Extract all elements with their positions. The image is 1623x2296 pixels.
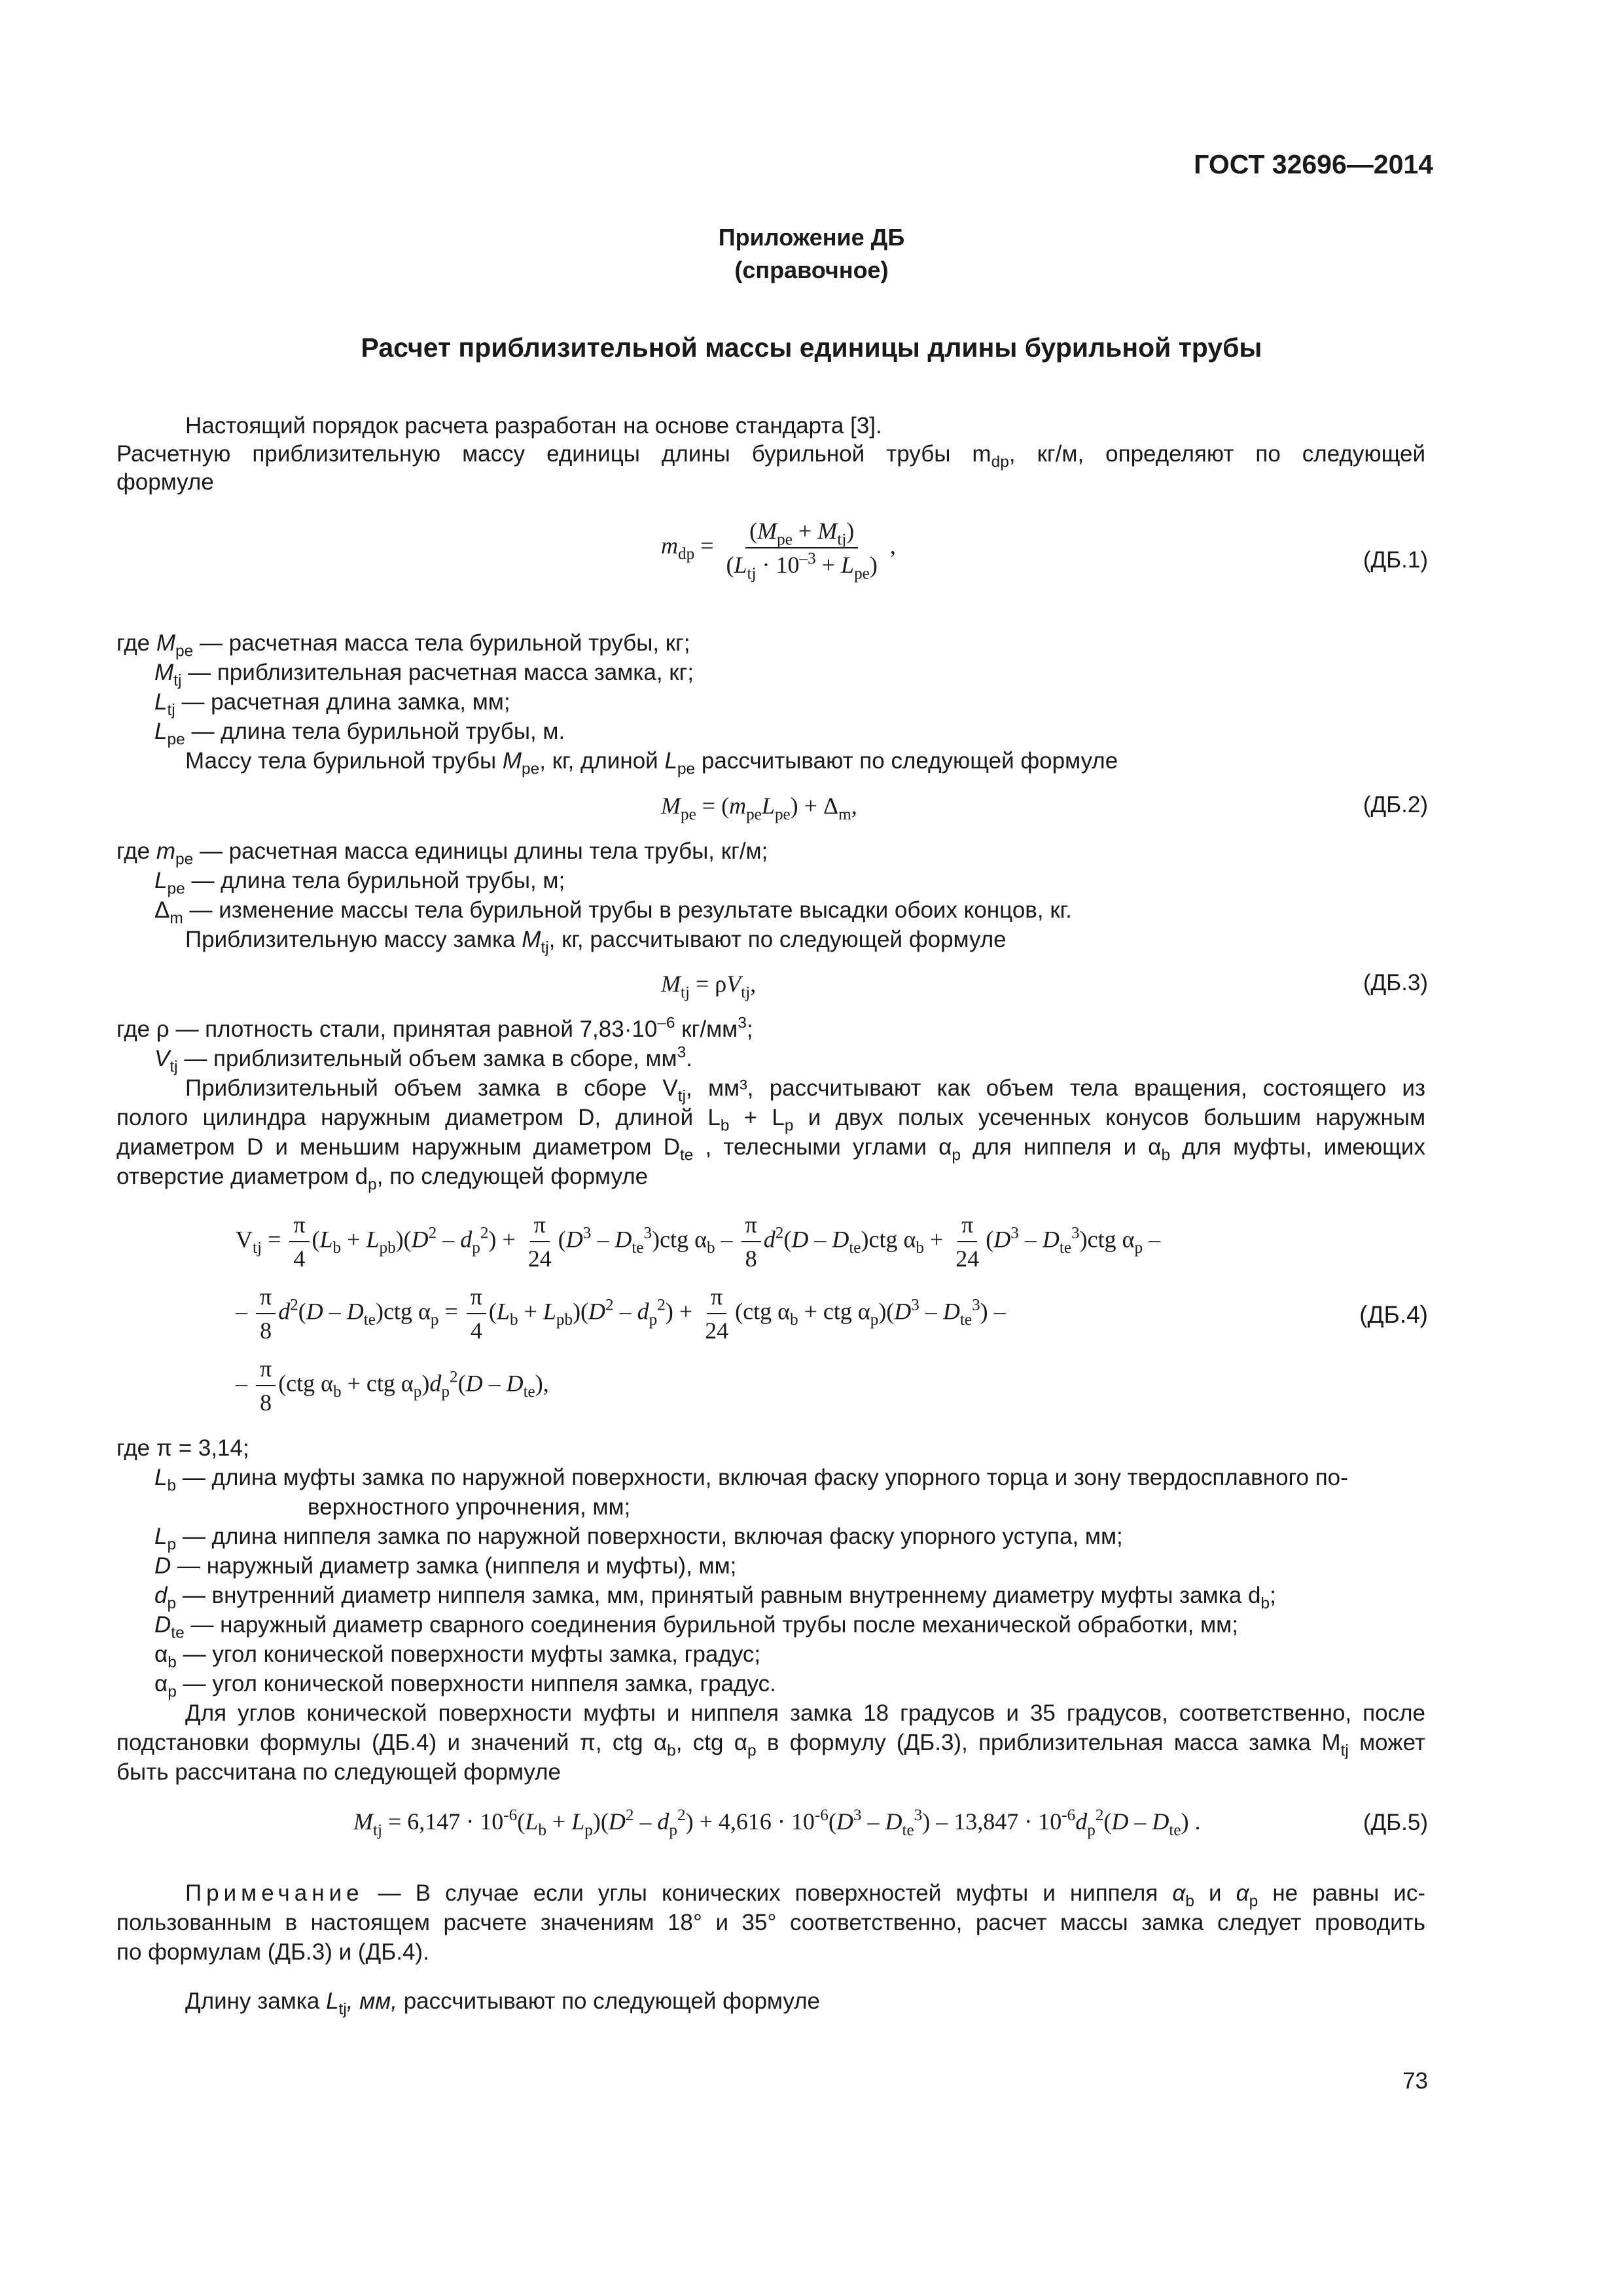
definition-line: $\alpha_p$ — угол конической поверхности ниппеля замка, градус. [154,1671,776,1701]
section-title: Расчет приблизительной массы единицы длины бурильной трубы [361,332,1262,363]
definition-line: $\Delta_m$ — изменение массы тела бурильной трубы в результате высадки обоих концов, кг. [154,897,1072,927]
note-paragraph: Примечание — В случае если углы конических поверхностей муфты и ниппеля $\alpha_b$ и $\alpha_p$ не равны ис- [185,1880,1426,1910]
paragraph: Настоящий порядок расчета разработан на основе стандарта [3]. [185,413,882,439]
definition-line: где π = 3,14; [116,1435,249,1461]
paragraph: формуле [116,469,214,495]
equation-db4-line1: $V_{tj}$ = $\frac{\pi}{4}$ $(L_b + L_{pb})(D^2 - d_p^2)$ + $\frac{\pi}{24}$ $(D^3 - D_{te}^3)ctg$ $\alpha_b$ – $\frac{\pi}{8}$ $d^2(D - D_{te})ctg$ $\alpha_b$ + $\frac{\pi}{24}$ $(D^3 - D_{te}^3)ctg$ $\alpha_p$ – [236,1211,1161,1272]
definition-line: где $M_{pe}$ — расчетная масса тела бурильной трубы, кг; [116,630,690,660]
definition-line: $L_p$ — длина ниппеля замка по наружной поверхности, включая фаску упорного уступа, мм; [154,1524,1123,1554]
equation-number: (ДБ.2) [1363,792,1428,817]
paragraph: быть рассчитана по следующей формуле [116,1759,562,1785]
definition-line: $M_{tj}$ — приблизительная расчетная масса замка, кг; [154,660,694,690]
paragraph: отверстие диаметром $d_p$, по следующей формуле [116,1164,649,1194]
paragraph: полого цилиндра наружным диаметром D, длиной $L_b + L_p$ и двух полых усеченных конусов большим наружным [116,1105,1426,1135]
paragraph: Приблизительный объем замка в сборе $V_{tj}$, мм³, рассчитывают как объем тела вращения, состоящего из [185,1075,1425,1105]
definition-line: где $m_{pe}$ — расчетная масса единицы длины тела трубы, кг/м; [116,838,768,869]
paragraph: Для углов конической поверхности муфты и ниппеля замка 18 градусов и 35 градусов, соответственно, после [185,1700,1425,1726]
paragraph: подстановки формулы (ДБ.4) и значений π, ctg $\alpha_b$, ctg $\alpha_p$ в формулу (ДБ.3), приблизительная масса замка $M_{tj}$ может [116,1730,1425,1760]
definition-line: $L_{pe}$ — длина тела бурильной трубы, м; [154,868,565,898]
equation-db5: $M_{tj} = 6,147 \cdot 10^{-6}(L_b + L_p)(D^2 - d_p^2) + 4,616 \cdot 10^{-6}(D^3 - D_{te}^3) - 13,847 \cdot 10^{-6}d_p^2(D - D_{te})$ . [353,1806,1201,1839]
definition-line: $L_b$ — длина муфты замка по наружной поверхности, включая фаску упорного торца и зону твердосплавного по- [154,1465,1348,1495]
definition-line: $V_{tj}$ — приблизительный объем замка в сборе, $мм^3$. [154,1043,692,1076]
equation-number: (ДБ.5) [1363,1810,1428,1835]
appendix-type: (справочное) [734,257,889,283]
paragraph: Приблизительную массу замка $M_{tj}$, кг, рассчитывают по следующей формуле [185,927,1007,957]
paragraph: диаметром D и меньшим наружным диаметром $D_{te}$ , телесными углами $\alpha_p$ для ниппеля и $\alpha_b$ для муфты, имеющих [116,1134,1425,1164]
equation-db4-line3: – $\frac{\pi}{8}$ (ctg $\alpha_b$ + ctg $\alpha_p)d_p^2(D - D_{te})$, [236,1355,549,1416]
equation-db1: $m_{dp}$ = $\frac{(M_{pe} + M_{tj})}{(L_{tj} \cdot 10^{-3} + L_{pe})}$ , [661,518,896,583]
appendix-name: Приложение ДБ [718,224,905,251]
definition-line: $d_p$ — внутренний диаметр ниппеля замка, мм, принятый равным внутреннему диаметру муфты замка $d_b$; [154,1583,1276,1613]
definition-line: где ρ — плотность стали, принятая равной $7,83\cdot 10^{-6}$ $кг/мм^3$; [116,1014,753,1042]
note-paragraph: по формулам (ДБ.3) и (ДБ.4). [116,1939,429,1965]
paragraph: Расчетную приблизительную массу единицы длины бурильной трубы $m_{dp}$, кг/м, определяют по следующей [116,441,1426,471]
definition-line: $L_{tj}$ — расчетная длина замка, мм; [154,689,510,719]
definition-line: $D_{te}$ — наружный диаметр сварного соединения бурильной трубы после механической обработки, мм; [154,1612,1238,1642]
paragraph: Длину замка $L_{tj}$, мм, рассчитывают по следующей формуле [185,1988,820,2018]
definition-line: верхностного упрочнения, мм; [308,1494,631,1520]
equation-number: (ДБ.1) [1363,547,1428,573]
definition-line: D — наружный диаметр замка (ниппеля и муфты), мм; [154,1553,737,1579]
equation-number: (ДБ.4) [1359,1301,1428,1328]
equation-db4-line2: – $\frac{\pi}{8}$ $d^2(D - D_{te})ctg$ $\alpha_p$ = $\frac{\pi}{4}$ $(L_b + L_{pb})(D^2 - d_p^2)$ + $\frac{\pi}{24}$ (ctg $\alpha_b$ + ctg $\alpha_p)(D^3 - D_{te}^3)$ – [236,1283,1006,1344]
paragraph: Массу тела бурильной трубы $M_{pe}$, кг, длиной $L_{pe}$ рассчитывают по следующей формуле [185,748,1118,778]
equation-number: (ДБ.3) [1363,970,1428,996]
note-paragraph: пользованным в настоящем расчете значениям 18° и 35° соответственно, расчет массы замка следует проводить [116,1910,1425,1935]
standard-header: ГОСТ 32696—2014 [1194,149,1433,179]
page-number: 73 [1402,2068,1428,2094]
equation-db2: $M_{pe} = (m_{pe}L_{pe}) + \Delta_m$, [661,793,857,823]
definition-line: $\alpha_b$ — угол конической поверхности муфты замка, градус; [154,1641,761,1672]
equation-db3: $M_{tj} = \rho V_{tj}$, [661,971,757,1001]
definition-line: $L_{pe}$ — длина тела бурильной трубы, м. [154,719,565,749]
